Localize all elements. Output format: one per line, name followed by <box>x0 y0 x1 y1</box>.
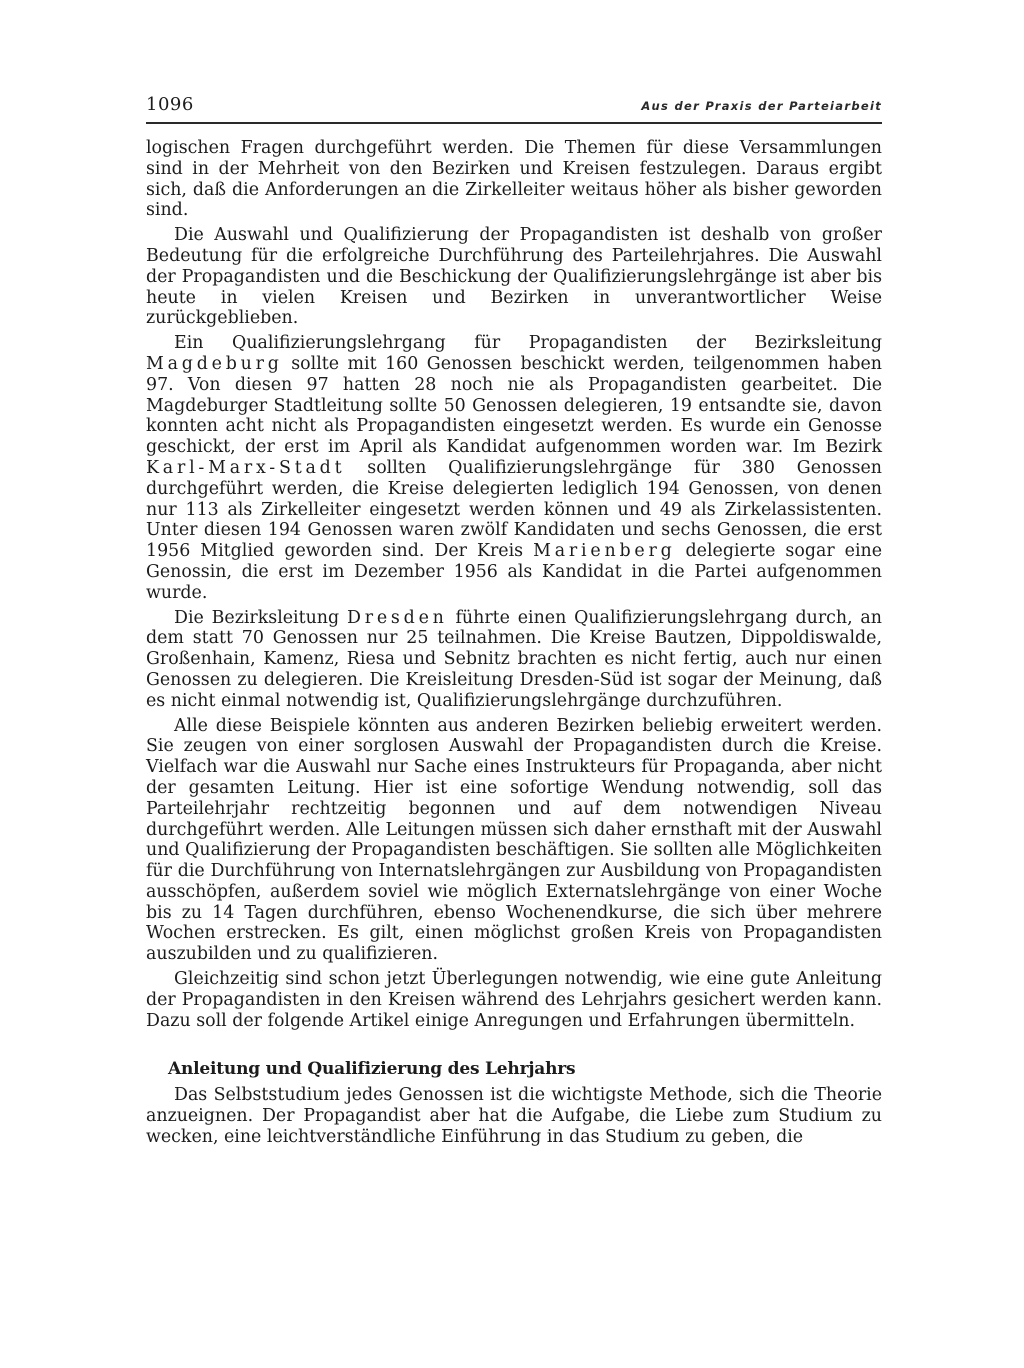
running-header <box>146 88 882 124</box>
text-run: delegierte sogar eine Genossin, die erst im Dezember 1956 als Kandidat in die Partei aufgenommen wurde. <box>146 541 882 603</box>
spaced-place-name: Karl-Marx-Stadt <box>146 457 346 478</box>
paragraph: Die Auswahl und Qualifizierung der Propagandisten ist deshalb von großer Bedeutung für die erfolgreiche Durchführung des Parteilehrjahres. Die Auswahl der Propagandisten und die Beschickung der Qualifizierungslehrgänge ist aber bis heute in vielen Kreisen und Bezirken in unverantwortlicher Weise zurückgeblieben. <box>146 225 882 329</box>
paragraph <box>146 333 882 603</box>
paragraph: Gleichzeitig sind schon jetzt Überlegungen notwendig, wie eine gute Anleitung der Propagandisten in den Kreisen während des Lehrjahrs gesichert werden kann. Dazu soll der folgende Artikel einige Anregungen und Erfahrungen übermitteln. <box>146 969 882 1031</box>
section <box>146 1059 882 1147</box>
paragraph <box>146 608 882 712</box>
document-page <box>146 88 882 1148</box>
text-run: Ein Qualifizierungslehrgang für Propagandisten der Bezirksleitung <box>174 333 882 354</box>
spaced-place-name: Magdeburg <box>146 353 283 374</box>
text-run: sollte mit 160 Genossen beschickt werden, teilgenommen haben 97. Von diesen 97 hatten 28 noch nie als Propagandisten gearbeitet. Die Magdeburger Stadtleitung sollte 50 Genossen delegieren, 19 entsandte sie, davon konnten acht nicht als Propagandisten eingesetzt werden. Es wurde ein Genosse geschickt, der erst im April als Kandidat aufgenommen worden war. Im Bezirk <box>146 353 882 458</box>
text-run: führte einen Qualifizierungslehrgang durch, an dem statt 70 Genossen nur 25 teilnahmen. Die Kreise Bautzen, Dippoldiswalde, Großenhain, Kamenz, Riesa und Sebnitz brachten es nicht fertig, auch nur einen Genossen zu delegieren. Die Kreisleitung Dresden-Süd ist sogar der Meinung, daß es nicht einmal notwendig ist, Qualifizierungslehrgänge durchzuführen. <box>146 607 882 711</box>
paragraph: logischen Fragen durchgeführt werden. Die Themen für diese Versammlungen sind in der Mehrheit von den Bezirken und Kreisen festzulegen. Daraus ergibt sich, daß die Anforderungen an die Zirkelleiter weitaus höher als bisher geworden sind. <box>146 138 882 221</box>
paragraph: Das Selbststudium jedes Genossen ist die wichtigste Methode, sich die Theorie anzueignen. Der Propagandist aber hat die Aufgabe, die Liebe zum Studium zu wecken, eine leichtverständliche Einführung in das Studium zu geben, die <box>146 1085 882 1148</box>
section-heading: Anleitung und Qualifizierung des Lehrjahrs <box>168 1059 576 1080</box>
spaced-place-name: Marienberg <box>533 541 676 562</box>
text-run: sollten Qualifizierungslehrgänge für 380 Genossen durchgeführt werden, die Kreise delegierten lediglich 194 Genossen, von denen nur 113 als Zirkelleiter eingesetzt werden können und 49 als Zirkelassistenten. Unter diesen 194 Genossen waren zwölf Kandidaten und sechs Genossen, die erst 1956 Mitglied geworden sind. Der Kreis <box>146 457 882 562</box>
page-number: 1096 <box>146 94 194 115</box>
spaced-place-name: Dresden <box>346 607 448 628</box>
paragraph: Alle diese Beispiele könnten aus anderen Bezirken beliebig erweitert werden. Sie zeugen von einer sorglosen Auswahl der Propagandisten durch die Kreise. Vielfach war die Auswahl nur Sache eines Instrukteurs für Propaganda, aber nicht der gesamten Leitung. Hier ist eine sofortige Wendung notwendig, soll das Parteilehrjahr rechtzeitig begonnen und auf dem notwendigen Niveau durchgeführt werden. Alle Leitungen müssen sich daher ernsthaft mit der Auswahl und Qualifizierung der Propagandisten beschäftigen. Sie sollten alle Möglichkeiten für die Durchführung von Internatslehrgängen zur Ausbildung von Propagandisten ausschöpfen, außerdem soviel wie möglich Externatslehrgänge von einer Woche bis zu 14 Tagen durchführen, ebenso Wochenendkurse, die sich über mehrere Wochen erstrecken. Es gilt, einen möglichst großen Kreis von Propagandisten auszubilden und zu qualifizieren. <box>146 715 882 965</box>
body-text <box>146 138 882 1031</box>
running-title: Aus der Praxis der Parteiarbeit <box>641 99 882 113</box>
text-run: Die Bezirksleitung <box>174 607 347 628</box>
